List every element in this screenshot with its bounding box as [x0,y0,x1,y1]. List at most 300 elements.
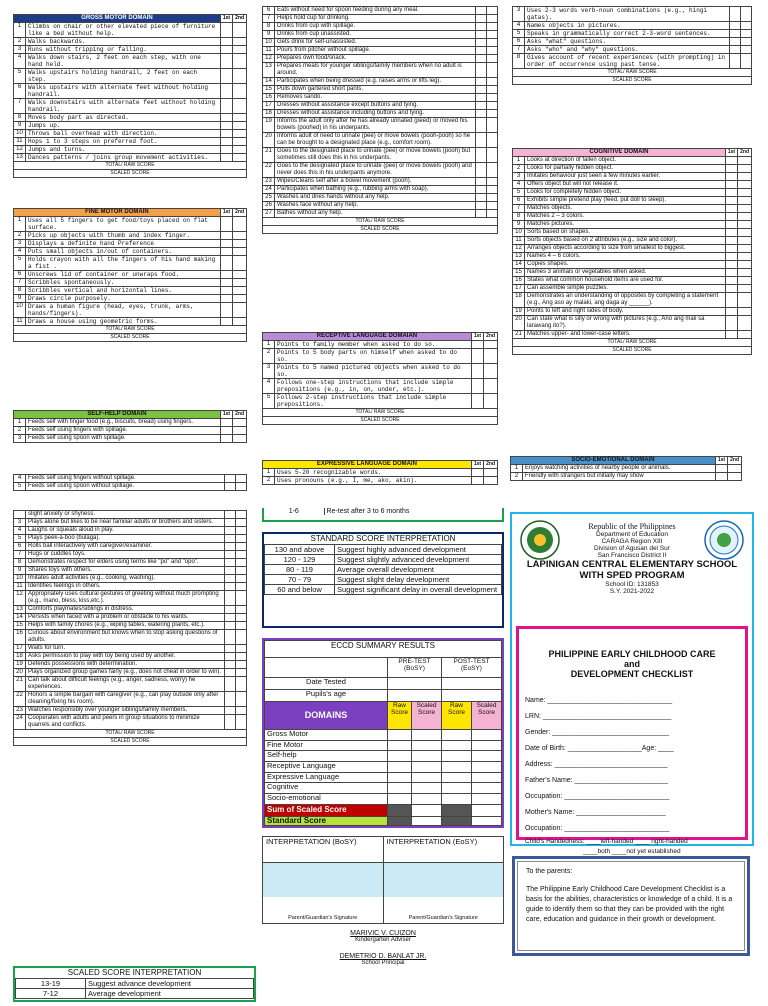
second-rating-cell[interactable] [233,256,247,271]
first-rating-cell[interactable] [225,583,236,591]
summary-score-cell[interactable] [442,729,472,740]
first-rating-cell[interactable] [220,435,232,443]
first-rating-cell[interactable] [476,78,487,86]
checklist-row [263,349,498,364]
first-rating-cell[interactable] [225,677,236,692]
first-rating-cell[interactable] [730,22,741,30]
second-rating-cell[interactable] [738,165,752,173]
second-rating-cell[interactable] [738,205,752,213]
first-rating-cell[interactable] [225,622,236,630]
second-rating-cell[interactable] [233,99,247,114]
summary-score-cell[interactable] [472,740,502,751]
first-rating-cell[interactable] [715,473,727,481]
second-rating-cell[interactable] [236,559,247,567]
second-rating-cell[interactable] [487,31,498,39]
summary-score-cell[interactable] [388,772,412,783]
expressive-title: EXPRESSIVE LANGUAGE DOMAIN [263,461,472,469]
checklist-row [14,84,247,99]
second-rating-cell[interactable] [484,349,498,364]
first-rating-cell[interactable] [725,316,737,331]
second-rating-cell[interactable] [738,181,752,189]
first-rating-cell[interactable] [725,253,737,261]
first-rating-cell[interactable] [730,38,741,46]
first-rating-cell[interactable] [730,7,741,22]
first-rating-cell[interactable] [220,240,232,248]
second-rating-cell[interactable] [738,213,752,221]
second-rating-cell[interactable] [233,295,247,303]
summary-score-cell[interactable] [442,740,472,751]
first-rating-cell[interactable] [225,535,236,543]
first-rating-cell[interactable] [476,86,487,94]
first-rating-cell[interactable] [225,551,236,559]
father-name-field[interactable]: Father's Name: ________________________ [525,777,669,784]
scaled-interp-continued: 1-6 Re-test after 3 to 6 months [262,508,504,522]
second-rating-cell[interactable] [728,473,742,481]
checklist-row [513,277,752,285]
item-text: Comforts playmates/siblings in distress. [26,606,225,614]
mother-occupation-field[interactable]: Occupation: ___________________________ [525,825,670,832]
summary-score-cell[interactable] [472,761,502,772]
second-rating-cell[interactable] [738,293,752,308]
second-rating-cell[interactable] [487,118,498,133]
summary-score-cell[interactable] [412,761,442,772]
address-field[interactable]: Address: _____________________________ [525,761,668,768]
second-rating-cell[interactable] [741,38,752,46]
first-rating-cell[interactable] [725,197,737,205]
first-rating-cell[interactable] [725,308,737,316]
second-rating-cell[interactable] [738,245,752,253]
first-rating-cell[interactable] [225,669,236,677]
second-rating-cell[interactable] [233,122,247,130]
item-text: Participates when bathing (e.g., rubbing arms with soap). [275,186,476,194]
item-number: 5 [263,394,275,409]
first-rating-cell[interactable] [476,163,487,178]
summary-domain-row [265,783,502,794]
first-rating-cell[interactable] [476,23,487,31]
first-rating-cell[interactable] [220,114,232,122]
first-rating-cell[interactable] [220,54,232,69]
checklist-row [263,94,498,102]
checklist-card [516,626,748,855]
cognitive-section: COGNITIVE DOMAIN 1st 2nd 1 Looks at direction of fallen object. 2 Looks for partially hidden object. 3 Imitates behaviour just seen a few minutes earlier. 4 Offers object but will not release it. 5 Looks for completely hidden object. 6 Exhibits simple pretend play (feed, put doll to sleep). 7 Matches objects. 8 Matches 2 – 3 colors. 9 Matches pictures. 10 Sorts based on shapes. 11 Sorts objects based on 2 attributes (e.g., size and color). 12 Arranges objects according to size from smallest to biggest. 13 Names 4 – 6 colors. 14 Copies shapes. 15 Names 3 animals or vegetables when asked. 16 States what common household items are used for. 17 Can assemble simple puzzles. 18 Demonstrates an understanding of opposites by completing a statement (e.g., Ang aso ay malaki, ang daga ay ______). 19 Points to left and right sides of body. 20 Can state what is silly or wrong with pictures (e.g., Ano ang mali sa larawang ito?). 21 Matches upper- and lower-case letters. TOTAL/ RAW SCORE SCALED SCORE [512,148,752,355]
item-text: Honors a simple bargain with caregiver (e.g., can play outside only after cleaning/fixing his room). [26,692,225,707]
checklist-row [14,318,247,326]
second-rating-cell[interactable] [233,138,247,146]
summary-score-cell[interactable] [412,783,442,794]
second-rating-cell[interactable] [236,483,247,491]
first-rating-cell[interactable] [225,645,236,653]
checklist-title-3: DEVELOPMENT CHECKLIST [570,669,694,679]
second-rating-cell[interactable] [738,221,752,229]
first-rating-cell[interactable] [220,38,232,46]
second-rating-cell[interactable] [741,30,752,38]
first-rating-cell[interactable] [725,277,737,285]
first-rating-cell[interactable] [476,63,487,78]
first-rating-cell[interactable] [476,31,487,39]
first-rating-cell[interactable] [730,46,741,54]
first-rating-cell[interactable] [225,483,236,491]
item-number: 7 [14,279,26,287]
first-rating-cell[interactable] [220,248,232,256]
to-parents-box [512,856,750,956]
first-rating-cell[interactable] [220,46,232,54]
first-rating-cell[interactable] [220,217,232,232]
first-rating-cell[interactable] [725,213,737,221]
second-rating-cell[interactable] [233,54,247,69]
second-rating-cell[interactable] [236,567,247,575]
second-rating-cell[interactable] [487,39,498,47]
name-field[interactable]: Name: ________________________________ [525,697,673,704]
item-text: Bathes without any help. [275,210,476,218]
first-rating-cell[interactable] [220,69,232,84]
dob-age-field[interactable]: Date of Birth: ___________________Age: ____ [525,745,674,752]
first-rating-cell[interactable] [476,202,487,210]
first-rating-cell[interactable] [220,419,232,427]
first-rating-cell[interactable] [725,331,737,339]
first-rating-cell[interactable] [225,653,236,661]
second-rating-cell[interactable] [738,229,752,237]
second-rating-cell[interactable] [741,46,752,54]
checklist-row [263,379,498,394]
first-rating-cell[interactable] [471,379,483,394]
second-rating-cell[interactable] [233,427,247,435]
first-rating-cell[interactable] [220,84,232,99]
first-rating-cell[interactable] [476,178,487,186]
first-rating-cell[interactable] [476,210,487,218]
first-rating-cell[interactable] [476,186,487,194]
second-rating-cell[interactable] [233,318,247,326]
summary-score-cell[interactable] [412,751,442,762]
first-rating-cell[interactable] [225,527,236,535]
summary-score-cell[interactable] [442,793,472,804]
second-rating-cell[interactable] [487,86,498,94]
item-text: Matches 2 – 3 colors. [525,213,726,221]
checklist-row [263,148,498,163]
first-rating-cell[interactable] [725,229,737,237]
second-rating-cell[interactable] [484,341,498,349]
second-rating-cell[interactable] [236,551,247,559]
summary-score-cell[interactable] [442,772,472,783]
second-rating-cell[interactable] [487,178,498,186]
first-rating-cell[interactable] [220,99,232,114]
summary-score-cell[interactable] [388,729,412,740]
handedness-field-2[interactable]: ____both ____not yet established [583,848,681,855]
summary-score-cell[interactable] [388,783,412,794]
socio-total: TOTAL/ RAW SCORE [13,730,247,738]
first-rating-cell[interactable] [725,173,737,181]
second-rating-cell[interactable] [487,210,498,218]
second-rating-cell[interactable] [233,287,247,295]
item-text: Goes to the designated place to urinate (pee) or move bowels (pooh) and never does this in his underpants anymore. [275,163,476,178]
second-rating-cell[interactable] [233,114,247,122]
second-rating-cell[interactable] [487,63,498,78]
checklist-row [513,331,752,339]
second-rating-cell[interactable] [236,527,247,535]
second-rating-cell[interactable] [738,253,752,261]
second-rating-cell[interactable] [738,261,752,269]
first-rating-cell[interactable] [471,469,483,477]
second-rating-cell[interactable] [236,591,247,606]
second-rating-cell[interactable] [236,475,247,483]
first-rating-cell[interactable] [476,39,487,47]
first-rating-cell[interactable] [725,269,737,277]
first-rating-cell[interactable] [725,165,737,173]
second-rating-cell[interactable] [487,94,498,102]
second-rating-cell[interactable] [487,133,498,148]
second-rating-cell[interactable] [487,55,498,63]
first-rating-cell[interactable] [225,519,236,527]
second-rating-cell[interactable] [236,575,247,583]
item-number: 6 [14,543,26,551]
first-rating-cell[interactable] [225,543,236,551]
item-number: 2 [14,38,26,46]
summary-score-cell[interactable] [412,729,442,740]
second-rating-cell[interactable] [236,707,247,715]
gender-field[interactable]: Gender: ______________________________ [525,729,670,736]
checklist-row [14,583,247,591]
second-rating-cell[interactable] [487,186,498,194]
second-rating-cell[interactable] [487,163,498,178]
first-rating-cell[interactable] [225,707,236,715]
first-rating-cell[interactable] [476,133,487,148]
second-rating-cell[interactable] [236,614,247,622]
second-rating-cell[interactable] [738,269,752,277]
second-rating-cell[interactable] [236,519,247,527]
first-rating-cell[interactable] [220,154,232,162]
second-rating-cell[interactable] [741,22,752,30]
first-rating-cell[interactable] [476,118,487,133]
first-rating-cell[interactable] [220,23,232,38]
second-rating-cell[interactable] [487,194,498,202]
second-rating-cell[interactable] [233,240,247,248]
second-rating-cell[interactable] [233,271,247,279]
lrn-field[interactable]: LRN: _________________________________ [525,713,672,720]
item-text: Throws ball overhead with direction. [26,130,221,138]
checklist-row [263,63,498,78]
first-rating-cell[interactable] [225,475,236,483]
first-rating-cell[interactable] [471,364,483,379]
second-rating-cell[interactable] [233,279,247,287]
checklist-row [14,114,247,122]
second-rating-cell[interactable] [233,46,247,54]
first-rating-cell[interactable] [225,606,236,614]
summary-domain-name: Self-help [265,751,388,762]
first-rating-cell[interactable] [220,122,232,130]
first-rating-cell[interactable] [471,477,483,485]
first-rating-cell[interactable] [476,94,487,102]
item-text: Watches responsibly over younger siblings/family members. [26,707,225,715]
first-rating-cell[interactable] [220,427,232,435]
first-rating-cell[interactable] [471,349,483,364]
first-rating-cell[interactable] [220,232,232,240]
first-rating-cell[interactable] [471,341,483,349]
first-rating-cell[interactable] [730,30,741,38]
second-rating-cell[interactable] [236,715,247,730]
summary-score-cell[interactable] [472,783,502,794]
second-rating-cell[interactable] [484,379,498,394]
mother-name-field[interactable]: Mother's Name: _______________________ [525,809,666,816]
second-rating-cell[interactable] [233,23,247,38]
summary-score-cell[interactable] [472,793,502,804]
summary-score-cell[interactable] [442,751,472,762]
second-rating-cell[interactable] [236,669,247,677]
eosy-signature-label: Parent/Guardian's Signature [408,915,478,921]
first-rating-cell[interactable] [220,138,232,146]
first-rating-cell[interactable] [725,189,737,197]
second-rating-cell[interactable] [233,303,247,318]
second-rating-cell[interactable] [236,653,247,661]
second-rating-cell[interactable] [487,148,498,163]
second-rating-cell[interactable] [236,677,247,692]
second-rating-cell[interactable] [738,189,752,197]
second-rating-cell[interactable] [236,606,247,614]
second-rating-cell[interactable] [487,110,498,118]
first-rating-cell[interactable] [725,285,737,293]
second-rating-cell[interactable] [741,7,752,22]
second-rating-cell[interactable] [236,645,247,653]
second-rating-cell[interactable] [484,364,498,379]
summary-score-cell[interactable] [412,772,442,783]
second-rating-cell[interactable] [487,23,498,31]
score-range: 130 and above [265,545,335,555]
second-rating-cell[interactable] [233,232,247,240]
second-rating-cell[interactable] [236,630,247,645]
first-rating-cell[interactable] [725,157,737,165]
second-rating-cell[interactable] [233,217,247,232]
second-rating-cell[interactable] [484,469,498,477]
first-rating-cell[interactable] [725,181,737,189]
item-number: 21 [263,148,275,163]
first-rating-cell[interactable] [225,567,236,575]
second-rating-cell[interactable] [487,202,498,210]
summary-score-cell[interactable] [472,772,502,783]
first-rating-cell[interactable] [220,256,232,271]
item-text: Feeds self using spoon without spillage. [26,483,225,491]
first-rating-cell[interactable] [225,559,236,567]
first-rating-cell[interactable] [225,630,236,645]
summary-score-cell[interactable] [442,761,472,772]
first-rating-cell[interactable] [725,245,737,253]
first-rating-cell[interactable] [220,303,232,318]
second-rating-cell[interactable] [487,47,498,55]
second-rating-cell[interactable] [738,197,752,205]
first-rating-cell[interactable] [476,110,487,118]
summary-score-cell[interactable] [442,783,472,794]
first-rating-cell[interactable] [220,287,232,295]
second-rating-cell[interactable] [487,15,498,23]
second-rating-cell[interactable] [738,277,752,285]
first-rating-cell[interactable] [225,715,236,730]
second-rating-cell[interactable] [233,130,247,138]
first-rating-cell[interactable] [730,54,741,69]
first-rating-cell[interactable] [220,271,232,279]
item-number: 1 [263,469,275,477]
first-rating-cell[interactable] [225,575,236,583]
second-rating-cell[interactable] [233,154,247,162]
summary-score-cell[interactable] [388,793,412,804]
second-rating-cell[interactable] [233,435,247,443]
expressive-total: TOTAL/ RAW SCORE [512,69,752,77]
second-rating-cell[interactable] [484,477,498,485]
second-rating-cell[interactable] [487,7,498,15]
item-text: Persists when faced with a problem or obstacle to his wants. [26,614,225,622]
second-rating-cell[interactable] [738,308,752,316]
handedness-field[interactable]: Child's Handedness: ____left-handed ____ right-handed [525,838,688,845]
second-rating-cell[interactable] [233,69,247,84]
summary-score-cell[interactable] [388,761,412,772]
receptive-total: TOTAL/ RAW SCORE [262,409,498,417]
second-rating-cell[interactable] [236,535,247,543]
first-rating-cell[interactable] [476,194,487,202]
first-rating-cell[interactable] [476,148,487,163]
second-rating-cell[interactable] [487,78,498,86]
summary-score-cell[interactable] [412,793,442,804]
second-rating-cell[interactable] [738,331,752,339]
second-rating-cell[interactable] [236,692,247,707]
father-occupation-field[interactable]: Occupation: ___________________________ [525,793,670,800]
second-rating-cell[interactable] [233,38,247,46]
second-rating-cell[interactable] [741,54,752,69]
second-rating-cell[interactable] [233,84,247,99]
first-rating-cell[interactable] [725,261,737,269]
first-rating-cell[interactable] [225,692,236,707]
second-rating-cell[interactable] [738,316,752,331]
second-rating-cell[interactable] [738,157,752,165]
second-rating-cell[interactable] [233,248,247,256]
second-rating-cell[interactable] [728,465,742,473]
first-rating-cell[interactable] [225,614,236,622]
second-rating-cell[interactable] [236,622,247,630]
first-rating-cell[interactable] [725,205,737,213]
summary-score-cell[interactable] [388,751,412,762]
first-rating-cell[interactable] [220,295,232,303]
second-rating-cell[interactable] [738,285,752,293]
first-rating-cell[interactable] [476,55,487,63]
second-rating-cell[interactable] [738,173,752,181]
first-rating-cell[interactable] [476,47,487,55]
first-rating-cell[interactable] [725,221,737,229]
second-rating-cell[interactable] [236,583,247,591]
first-rating-cell[interactable] [725,237,737,245]
first-rating-cell[interactable] [225,591,236,606]
first-rating-cell[interactable] [220,318,232,326]
first-rating-cell[interactable] [476,102,487,110]
summary-score-cell[interactable] [412,740,442,751]
score-range: 120 - 129 [265,555,335,565]
first-rating-cell[interactable] [220,130,232,138]
summary-score-cell[interactable] [472,729,502,740]
second-rating-cell[interactable] [233,146,247,154]
first-rating-cell[interactable] [725,293,737,308]
second-rating-cell[interactable] [236,661,247,669]
second-rating-cell[interactable] [233,419,247,427]
first-rating-cell[interactable] [471,394,483,409]
second-rating-cell[interactable] [484,394,498,409]
item-number: 4 [14,527,26,535]
summary-score-cell[interactable] [388,740,412,751]
first-rating-cell[interactable] [225,661,236,669]
first-rating-cell[interactable] [476,7,487,15]
first-rating-cell[interactable] [220,279,232,287]
second-rating-cell[interactable] [236,543,247,551]
summary-score-cell[interactable] [472,751,502,762]
second-rating-cell[interactable] [738,237,752,245]
first-rating-cell[interactable] [715,465,727,473]
first-rating-cell[interactable] [476,15,487,23]
second-rating-cell[interactable] [487,102,498,110]
first-rating-cell[interactable] [220,146,232,154]
checklist-row [14,622,247,630]
